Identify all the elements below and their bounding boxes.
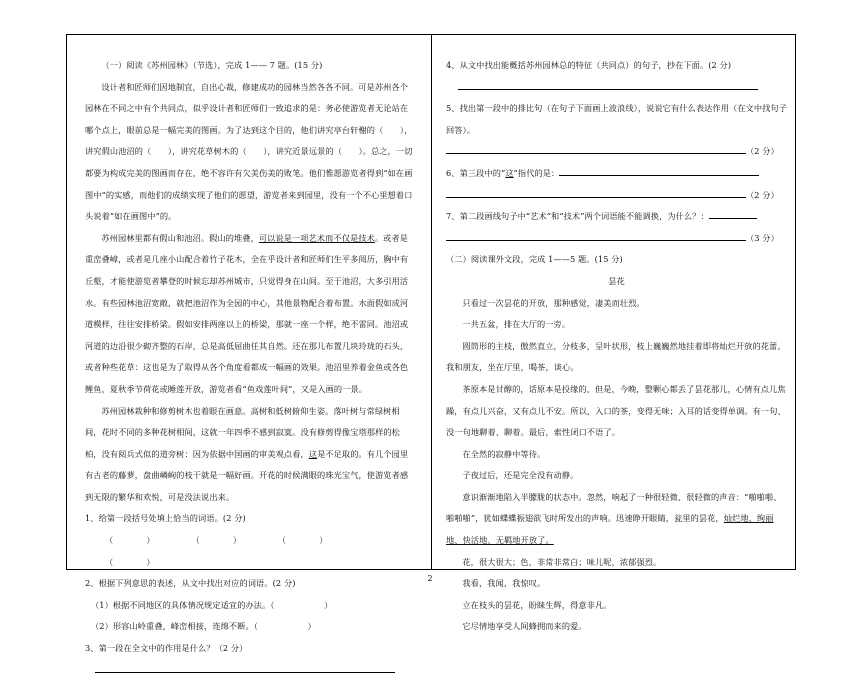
section-one-title: （一）阅读《苏州园林》（节选），完成 1—— 7 题。(15 分)	[101, 60, 323, 70]
underlined-sentence: 可以说是一项艺术而不仅是技术	[258, 232, 375, 243]
passage-paragraph-3	[85, 401, 413, 509]
question-2-item-2: （2）形容山岭重叠，峰峦相接，连绵不断。（ ）	[91, 621, 316, 632]
paragraph-2-text-b: 。或者是重峦叠嶂，或者是几座小山配合着竹子花木，全在乎设计者和匠师们生平多阅历，胸中有丘壑，才能使游览者攀登的时候忘却苏州城市，只觉得身在山间。至于池沼，大多引用活水。有些园林池沼宽敞，就把池沼作为全园的中心，其他景物配合着布置。水面假如成河道模样，往往安排桥梁。假如安排两座以上的桥梁，那就一座一个样，绝不雷同。池沼或河道的边沿很少砌齐整的石岸，总是高低屈曲任其自然。还在那儿布置几块玲珑的石头，或者种些花草：这也是为了取得从各个角度看都成一幅画的效果。池沼里养着金鱼或各色鲤鱼，夏秋季节荷花或睡莲开放，游览者看“鱼戏莲叶间”，又是入画的一景。	[85, 232, 409, 394]
essay-paragraph-9: 我看，我闻，我惊叹。	[462, 578, 546, 589]
passage-paragraph-2	[85, 228, 413, 401]
question-7-score: （3 分）	[746, 232, 779, 243]
answer-blank-1[interactable]: （ ）	[105, 535, 155, 546]
question-7-text: 7、第二段画线句子中“艺术”和“技术”两个词语能不能调换，为什么？：	[446, 211, 709, 222]
paragraph-3-text-a: 苏州园林栽种和修剪树木也着眼在画意。高树和低树俯仰生姿。落叶树与常绿树相间，花时不同的多种花树相间，这就一年四季不感到寂寞。没有修剪得像宝塔那样的松柏，没有阅兵式似的道旁树：因为依据中国画的审美观点看，	[85, 405, 400, 459]
essay-paragraph-4: 茶原本是甘醇的，话原本是投缘的，但是，今晚，整颗心都丢了昙花那儿，心情有点儿焦躁，有点儿兴奋，又有点儿不安。所以，入口的茶，变得无味；入耳的话变得单调。有一句、没一句地聊着、聊着。最后，索性闭口不语了。	[446, 383, 786, 438]
essay-paragraph-11: 它尽情地享受人间蜂拥而来的爱。	[462, 621, 587, 632]
paragraph-3-text-b: 是不足取的。有几个园里有古老的藤萝，盘曲嶙峋的枝干就是一幅好画。开花的时候满眼的珠光宝气，使游览者感到无限的繁华和欢悦，可是没法说出来。	[85, 448, 409, 502]
question-2: 2、根据下列意思的表述，从文中找出对应的词语。(2 分)	[85, 578, 296, 589]
essay-paragraph-7-text: 意识渐渐地陷入半朦胧的状态中。忽然，响起了一种很轻微、很轻微的声音：“啪啪啪、啪啪啪”，犹如蝶蝶振翅欲飞时所发出的声响。迅速睁开眼睛，瓮里的昙花，	[446, 491, 782, 524]
question-3-answer-line[interactable]	[85, 660, 413, 681]
answer-blank-2[interactable]: （ ）	[191, 535, 242, 546]
essay-paragraph-3: 圆筒形的主枝，傲然直立，分枝多，呈叶状形，枝上巍巍然地挂着即将灿烂开放的花蕾。我和朋友，坐在厅里，喝茶，谈心。	[446, 340, 786, 373]
essay-underlined-sentence: 灿烂地、绚丽地、快活地、无羁地开放了。	[446, 513, 774, 546]
question-6	[446, 163, 787, 185]
question-6-score: （2 分）	[746, 189, 779, 200]
question-4-answer-line[interactable]	[446, 77, 787, 99]
question-6-text-b: ”指代的是：	[513, 167, 560, 178]
question-7	[446, 206, 787, 228]
question-6-target-word: 这	[505, 167, 514, 178]
question-5: 5、找出第一段中的排比句（在句子下面画上波浪线），说说它有什么表达作用（在文中找句子回答）。	[446, 103, 787, 135]
right-column	[432, 35, 797, 632]
left-column	[67, 35, 432, 654]
essay-paragraph-10: 立在枝头的昙花，盼睐生辉，得意非凡。	[462, 599, 612, 610]
question-2-item-1: （1）根据不同地区的具体情况规定适宜的办法。（ ）	[91, 599, 333, 610]
question-4: 4、从文中找出能概括苏州园林总的特征（共同点）的句子，抄在下面。(2 分)	[446, 60, 732, 70]
question-5-answer-line[interactable]	[446, 141, 787, 163]
question-5-score: （2 分）	[746, 146, 779, 157]
essay-title: 昙花	[608, 275, 625, 286]
paragraph-2-text-a: 苏州园林里都有假山和池沼。假山的堆叠，	[101, 232, 259, 243]
essay-paragraph-2: 一共五盆，排在大厅的一旁。	[462, 319, 571, 330]
question-6-text-a: 6、第三段中的“	[446, 167, 506, 178]
essay-paragraph-8: 花，很大很大；色，非常非常白；味儿呢，浓郁强烈。	[462, 556, 662, 567]
underlined-word-zhe: 这	[308, 448, 318, 459]
question-7-answer-line[interactable]	[709, 210, 757, 219]
question-6-answer-line-2[interactable]	[446, 185, 787, 207]
question-3: 3、第一段在全文中的作用是什么？（2 分）	[85, 643, 248, 654]
answer-blank-3[interactable]: （ ）	[277, 535, 328, 546]
section-two-title: （二）阅读课外文段，完成 1——5 题。(15 分)	[446, 254, 623, 265]
passage-paragraph-1: 设计者和匠师们因地制宜，自出心裁，修建成功的园林当然各各不同。可是苏州各个园林在不同之中有个共同点，似乎设计者和匠师们一致追求的是：务必使游览者无论站在哪个点上，眼前总是一幅完美的图画。为了达到这个目的，他们讲究亭台轩榭的（ ），讲究假山池沼的（ ），讲究花草树木的（ ），讲究近景远景的（ ）。总之，一切都要为构成完美的图画而存在，绝不容许有欠美伤美的败笔。他们惟愿游览者得到“如在画图中”的实感，而他们的成绩实现了他们的愿望，游览者来到园里，没有一个不心里想着口头说着“如在画图中”的。	[85, 81, 413, 222]
essay-paragraph-6: 子夜过后，还是完全没有动静。	[462, 470, 579, 481]
page-number: 2	[427, 574, 433, 583]
question-6-answer-line[interactable]	[559, 167, 759, 176]
essay-paragraph-7	[446, 487, 787, 552]
essay-paragraph-1: 只看过一次昙花的开放，那种感觉，凄美而壮烈。	[462, 297, 645, 308]
question-7-answer-line-2[interactable]	[446, 228, 787, 250]
essay-paragraph-5: 在全然的寂静中等待。	[462, 448, 546, 459]
exam-page-frame	[66, 34, 796, 654]
answer-blank-4[interactable]: （ ）	[105, 556, 155, 567]
question-1: 1、给第一段括号处填上恰当的词语。(2 分)	[85, 513, 246, 524]
question-1-blanks	[85, 530, 413, 573]
